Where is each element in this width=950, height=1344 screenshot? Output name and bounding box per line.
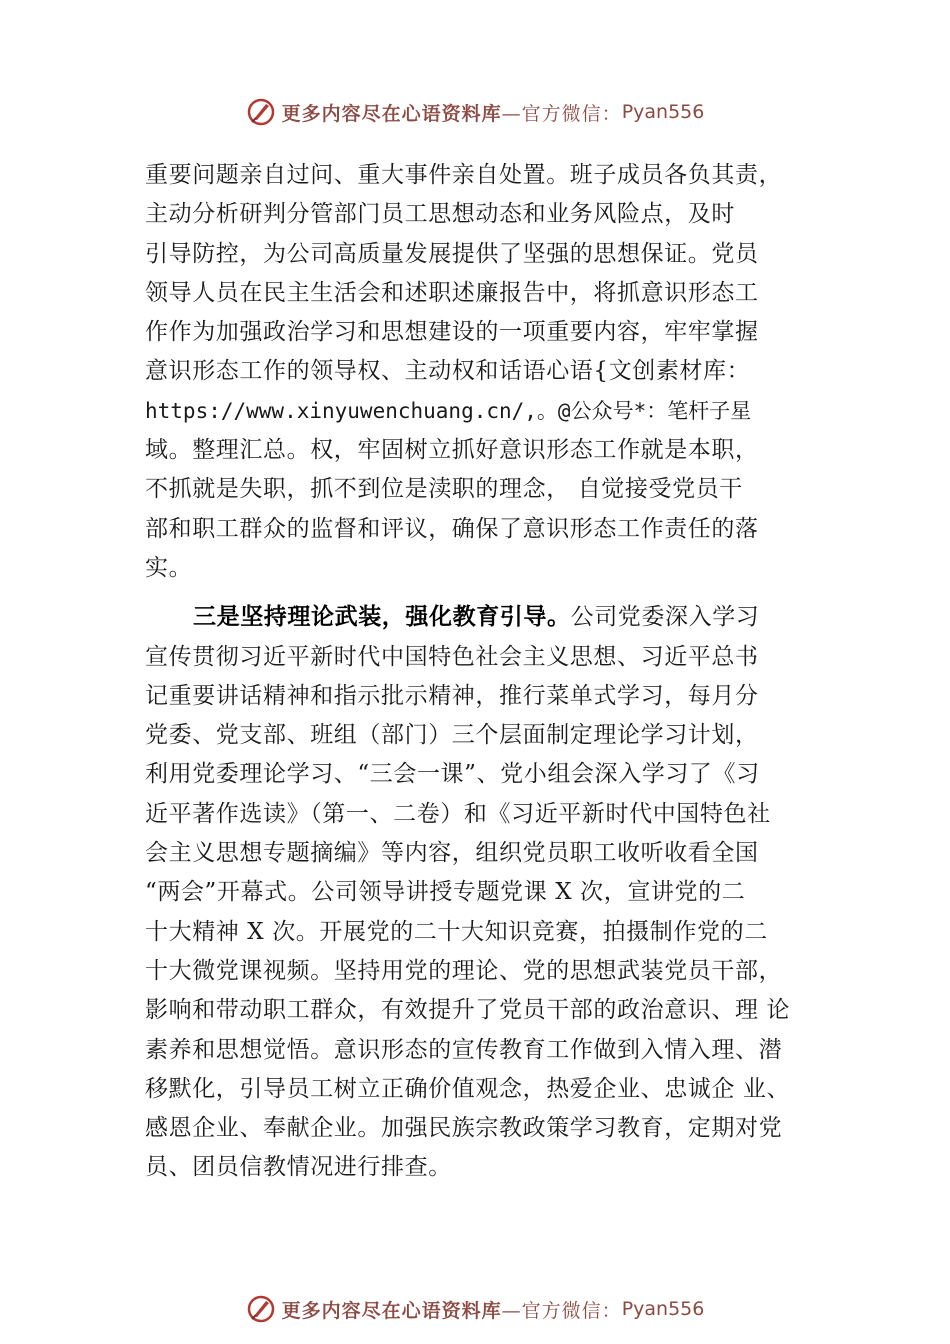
quill-pen-circle-icon [246, 1294, 276, 1324]
text-line: “两会”开幕式。公司领导讲授专题党课 X 次，宣讲党的二 [145, 879, 746, 906]
section-heading: 三是坚持理论武装，强化教育引导。 [193, 604, 571, 631]
text-line: 域。整理汇总。权，牢固树立抓好意识形态工作就是本职， [145, 437, 759, 464]
footer-banner [0, 1289, 950, 1329]
text-line: 素养和思想觉悟。意识形态的宣传教育工作做到入情入理、潜 [145, 1036, 783, 1063]
text-span: 公司党委深入学习 [570, 604, 760, 631]
text-line: 重要问题亲自过问、重大事件亲自处置。班子成员各负其责， [145, 162, 783, 188]
text-line: 意识形态工作的领导权、主动权和话语心语{文创素材库： [145, 358, 751, 385]
text-line: 领导人员在民主生活会和述职述廉报告中，将抓意识形态工 [145, 279, 759, 306]
text-line: 作作为加强政治学习和思想建设的一项重要内容，牢牢掌握 [145, 319, 759, 346]
text-line: 党委、党支部、班组（部门）三个层面制定理论学习计划， [145, 722, 759, 749]
paragraph-first-line [145, 598, 845, 637]
quill-pen-circle-icon [246, 97, 276, 127]
banner-library-text: 更多内容尽在心语资料库 [281, 1299, 502, 1322]
text-line: 引导防控，为公司高质量发展提供了坚强的思想保证。党员 [145, 240, 759, 267]
text-line: 记重要讲话精神和指示批示精神，推行菜单式学习，每月分 [145, 682, 759, 709]
paragraph-responsibility [145, 156, 845, 588]
banner-wechat-id: Pyan556 [621, 101, 705, 123]
text-line: 近平著作选读》（第一、二卷）和《习近平新时代中国特色社 [145, 800, 771, 827]
banner-wechat-label: —官方微信： [501, 1299, 622, 1322]
header-banner [0, 92, 950, 132]
banner-wechat-label: —官方微信： [501, 102, 622, 125]
text-line: 感恩企业、奉献企业。加强民族宗教政策学习教育，定期对党 [145, 1115, 783, 1142]
text-line: 实。 [145, 554, 193, 581]
text-line: 会主义思想专题摘编》等内容，组织党员职工收听收看全国 [145, 840, 759, 867]
text-line: 移默化，引导员工树立正确价值观念，热爱企业、忠诚企 业、 [145, 1075, 791, 1102]
text-line: 十大微党课视频。坚持用党的理论、党的思想武装党员干部， [145, 957, 783, 984]
text-line: 利用党委理论学习、“三会一课”、党小组会深入学习了《习 [145, 761, 760, 788]
text-line: 部和职工群众的监督和评议，确保了意识形态工作责任的落 [145, 515, 759, 542]
text-line-url: https://www.xinyuwenchuang.cn/,。@公众号*：笔杆子星 [145, 398, 752, 423]
text-line: 宣传贯彻习近平新时代中国特色社会主义思想、习近平总书 [145, 643, 759, 670]
text-line: 主动分析研判分管部门员工思想动态和业务风险点，及时 [145, 201, 735, 228]
text-line: 影响和带动职工群众，有效提升了党员干部的政治意识、理 论 [145, 997, 791, 1024]
text-line: 十大精神 X 次。开展党的二十大知识竞赛，拍摄制作党的二 [145, 918, 768, 945]
text-line: 不抓就是失职，抓不到位是渎职的理念， 自觉接受党员干 [145, 476, 743, 503]
banner-wechat-id: Pyan556 [621, 1298, 705, 1320]
document-body [145, 156, 845, 1188]
paragraph-theory-education [145, 598, 845, 1187]
banner-library-text: 更多内容尽在心语资料库 [281, 102, 502, 125]
text-line: 员、团员信教情况进行排查。 [145, 1154, 452, 1181]
